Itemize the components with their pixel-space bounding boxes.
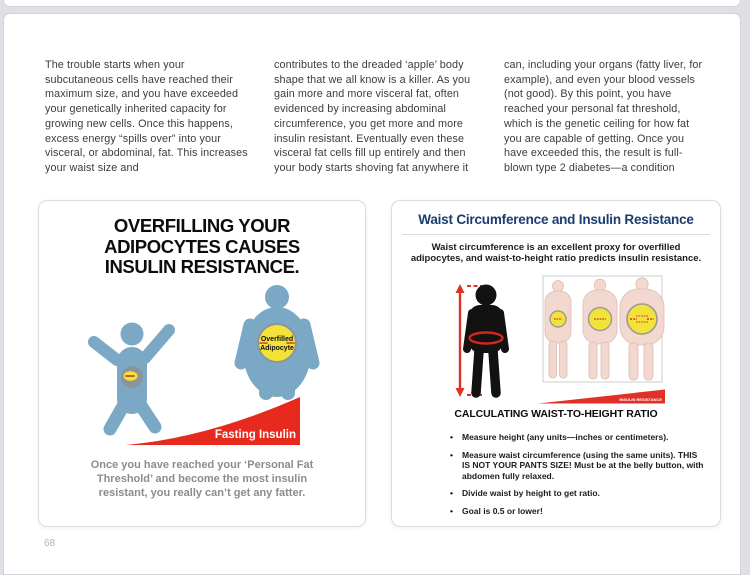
insulin-resistance-ramp [538,390,665,404]
person-silhouette [467,285,505,394]
bullet-text-4: Goal is 0.5 or lower! [462,505,543,516]
fasting-insulin-label: Fasting Insulin [214,429,296,441]
text-column-2: contributes to the dreaded ‘apple’ body shape that we all know is a killer. As you gain more and more visceral fat, often evidenced by increasing abdominal circumference, you get more and more insulin resistant. Eventually even these visceral fat cells fill up entirely and then your body starts shoving fat anywhere it [274,59,471,174]
bullet-dot: • [450,449,453,460]
bullet-item-3 [450,488,706,499]
left-panel-title-line1: OVERFILLING YOUR [113,215,291,236]
bullet-text-1: Measure height (any units—inches or centimeters). [462,432,669,442]
subtitle-line1: Waist circumference is an excellent proxy for overfilled [431,242,681,253]
infographic-overfilling-adipocytes [38,200,366,527]
bullet-dot: • [450,505,453,516]
left-panel-title-line2: ADIPOCYTES CAUSES [104,235,300,257]
text-column-3: can, including your organs (fatty liver, for example), and even your blood vessels (not good). By this point, you have reached your personal fat threshold, which is the genetic ceiling for how fat you are capable of getting. Once you have exceeded this, the result is full-blown type 2 diabetes—a condition [504,59,703,174]
bullet-item-1 [450,432,706,443]
caption-line1: Once you have reached your ‘Personal Fat [90,459,314,471]
overfilled-label-line1: Overfilled [260,336,294,343]
bullet-dot: • [450,488,453,498]
calc-section-header: CALCULATING WAIST-TO-HEIGHT RATIO [454,408,658,420]
small-adipocyte-icon [121,366,143,388]
overfilled-label-line2: Adipocyte [260,345,294,352]
page-number: 68 [44,538,56,549]
bullet-text-3: Divide waist by height to get ratio. [462,488,600,498]
infographic-waist-circumference [391,200,721,527]
insulin-resistance-ramp-label: INSULIN RESISTANCE [619,397,662,402]
bullet-dot: • [450,432,453,442]
bullet-text-2: Measure waist circumference (using the same units). THIS IS NOT YOUR PANTS SIZE! Must be at the belly button, with abdomen fully relaxed. [462,449,704,481]
body-scan-figures [543,276,664,382]
text-column-1: The trouble starts when your subcutaneous cells have reached their maximum size, and you have exceeded your genetically inherited capacity for growing new cells. Once this happens, excess energy “spills over” into your visceral, or abdominal, fat. This increases your waist size and [45,59,248,174]
calc-bullet-list [450,432,706,523]
bullet-item-4 [450,506,706,517]
thin-figure [94,323,169,430]
subtitle-line2: adipocytes, and waist-to-height ratio predicts insulin resistance. [410,253,702,265]
obese-figure [241,285,313,397]
bullet-item-2 [450,450,706,482]
caption-line3: resistant, you really can’t get any fatter. [98,486,306,499]
left-panel-caption [53,459,351,500]
caption-line2: Threshold’ and become the most insulin [96,472,308,485]
book-page [3,13,741,575]
previous-page-edge [3,0,741,7]
overfilled-adipocyte-icon [258,324,296,362]
left-panel-title-line3: INSULIN RESISTANCE. [104,256,300,277]
right-panel-title: Waist Circumference and Insulin Resistance [418,212,694,227]
